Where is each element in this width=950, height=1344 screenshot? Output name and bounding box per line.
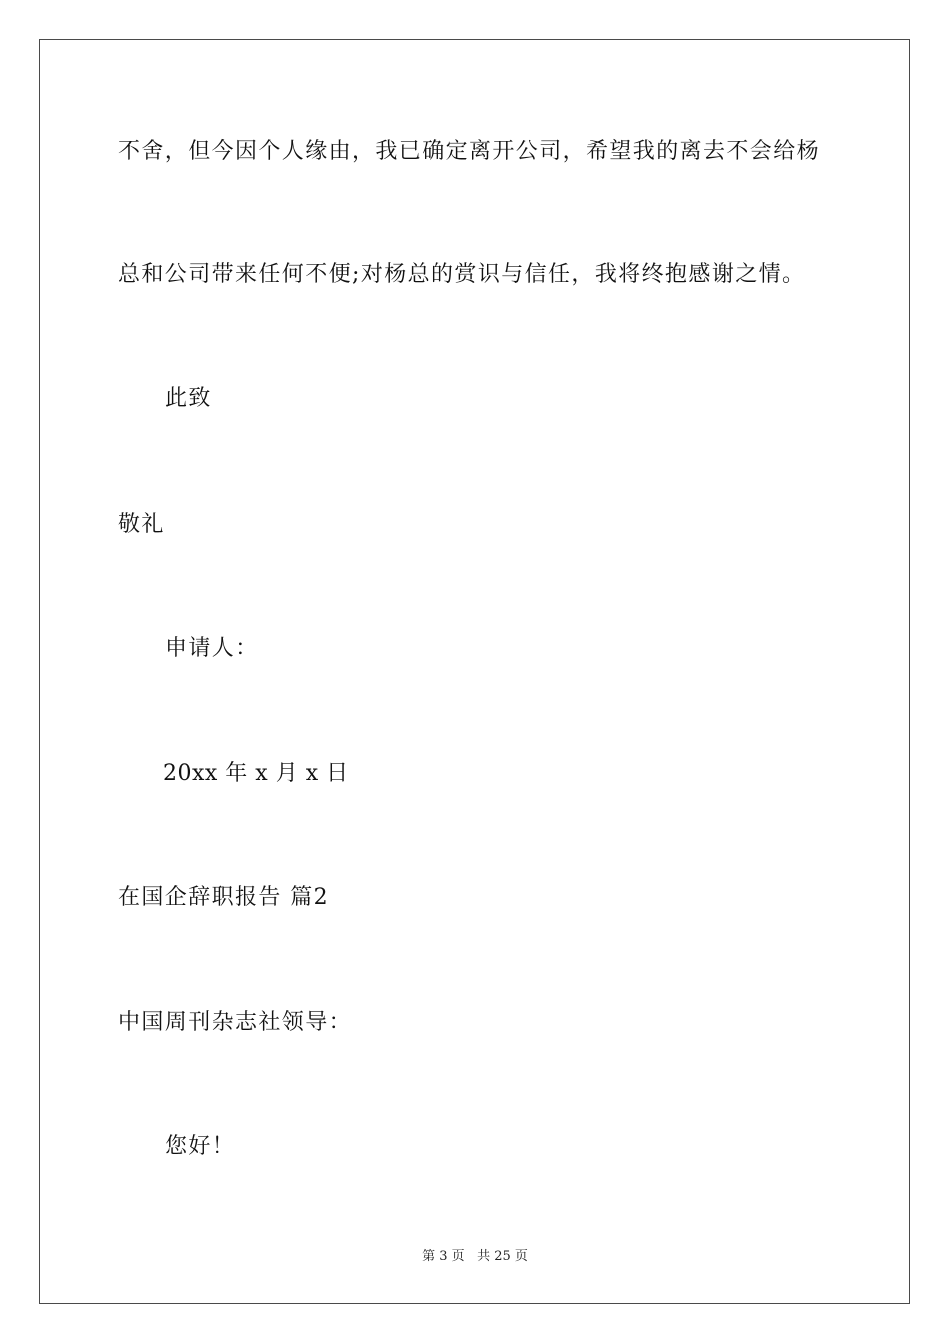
body-paragraph-line: 总和公司带来任何不便;对杨总的赏识与信任，我将终抱感谢之情。 <box>118 262 806 287</box>
section-heading: 在国企辞职报告 篇2 <box>118 885 329 910</box>
greeting-line: 您好！ <box>165 1134 236 1159</box>
page-number: 第 3 页 <box>422 1249 465 1264</box>
body-paragraph-line: 不舍，但今因个人缘由，我已确定离开公司，希望我的离去不会给杨 <box>118 139 821 164</box>
closing-regards: 敬礼 <box>118 512 165 537</box>
applicant-label: 申请人： <box>165 636 259 661</box>
recipient-line: 中国周刊杂志社领导： <box>118 1010 353 1035</box>
page-border <box>39 39 910 1304</box>
closing-salutation: 此致 <box>165 386 212 411</box>
page-total: 共 25 页 <box>477 1249 528 1264</box>
page-footer <box>0 1248 950 1266</box>
date-line: 20xx 年 x 月 x 日 <box>163 761 349 786</box>
